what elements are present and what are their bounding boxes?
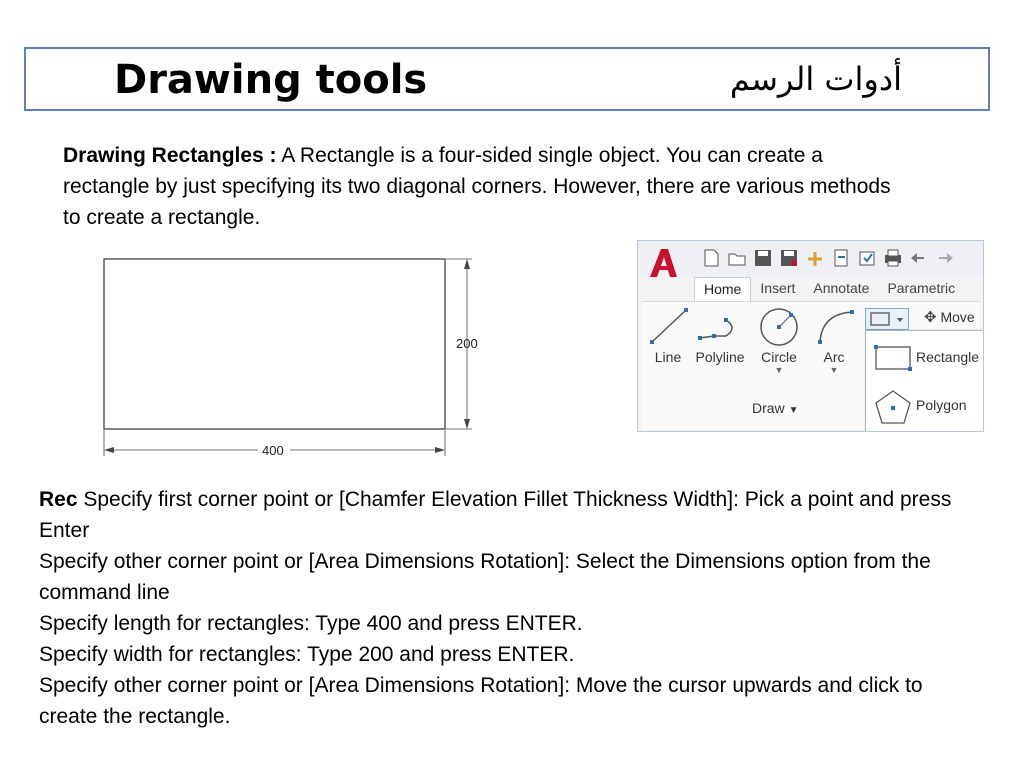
tab-parametric[interactable]: Parametric <box>887 280 956 296</box>
width-dimension-label: 400 <box>262 443 284 458</box>
step-1-text: Specify first corner point or [Chamfer Elevation Fillet Thickness Width]: Pick a point and press Enter <box>39 488 952 542</box>
tab-home[interactable]: Home <box>694 277 751 302</box>
polyline-tool-button[interactable] <box>692 306 748 365</box>
line-tool-label: Line <box>654 349 682 365</box>
page-title-arabic: أدوات الرسم <box>729 60 902 98</box>
move-tool-button[interactable] <box>924 308 975 326</box>
undo-icon[interactable] <box>908 247 930 269</box>
move-tool-label: Move <box>940 309 975 325</box>
arc-icon <box>812 306 856 346</box>
draw-panel-label: Draw <box>752 400 785 416</box>
rectangle-split-button[interactable] <box>865 308 909 330</box>
intro-text: A Rectangle is a four-sided single object. You can create a rectangle by just specifying its two diagonal corners. However, there are various methods to create a rectangle. <box>63 144 891 229</box>
circle-dropdown-icon[interactable]: ▼ <box>774 365 784 375</box>
title-banner <box>24 47 990 111</box>
line-icon <box>646 306 690 346</box>
autocad-ribbon <box>637 240 984 432</box>
save-icon[interactable] <box>752 247 774 269</box>
rectangle-small-icon <box>866 309 908 329</box>
rectangle-flyout-menu <box>865 330 984 432</box>
circle-icon <box>754 306 804 346</box>
line-tool-button[interactable] <box>646 306 690 365</box>
intro-term: Drawing Rectangles : <box>63 144 277 167</box>
export-icon[interactable] <box>856 247 878 269</box>
print-icon[interactable] <box>882 247 904 269</box>
step-1 <box>39 484 984 546</box>
draw-panel-expand-icon: ▼ <box>788 405 799 416</box>
command-name: Rec <box>39 488 78 511</box>
arc-tool-button[interactable] <box>812 306 856 375</box>
rectangle-icon <box>872 341 916 375</box>
step-3: Specify length for rectangles: Type 400 and press ENTER. <box>39 612 583 635</box>
polygon-label: Polygon <box>916 397 967 413</box>
move-icon: ✥ <box>924 309 937 326</box>
height-dimension-label: 200 <box>456 336 478 351</box>
new-file-icon[interactable] <box>700 247 722 269</box>
share-icon[interactable] <box>830 247 852 269</box>
flyout-item-polygon[interactable] <box>870 385 982 429</box>
tab-insert[interactable]: Insert <box>760 280 796 296</box>
intro-paragraph <box>63 140 913 233</box>
rectangle-dimension-drawing <box>100 252 490 462</box>
arc-dropdown-icon[interactable]: ▼ <box>829 365 839 375</box>
autocad-logo-icon <box>646 247 680 281</box>
polygon-icon <box>872 387 916 427</box>
open-folder-icon[interactable] <box>726 247 748 269</box>
quick-access-toolbar <box>638 241 983 277</box>
polyline-tool-label: Polyline <box>695 349 745 365</box>
tab-annotate[interactable]: Annotate <box>813 280 870 296</box>
redo-icon[interactable] <box>934 247 956 269</box>
command-steps <box>39 484 984 732</box>
rectangle-label: Rectangle <box>916 349 980 365</box>
step-4: Specify width for rectangles: Type 200 and press ENTER. <box>39 643 575 666</box>
polyline-icon <box>692 306 748 346</box>
ribbon-tabs <box>694 277 964 301</box>
circle-tool-label: Circle <box>761 349 797 365</box>
step-2: Specify other corner point or [Area Dimensions Rotation]: Select the Dimensions option from the command line <box>39 550 931 604</box>
drawn-rectangle <box>104 259 445 429</box>
draw-panel-title[interactable] <box>752 400 798 416</box>
circle-tool-button[interactable] <box>754 306 804 375</box>
flyout-item-rectangle[interactable] <box>870 337 982 381</box>
web-mobile-icon[interactable] <box>804 247 826 269</box>
step-5: Specify other corner point or [Area Dimensions Rotation]: Move the cursor upwards and click to create the rectangle. <box>39 674 923 728</box>
save-as-icon[interactable] <box>778 247 800 269</box>
page-title: Drawing tools <box>114 57 428 103</box>
arc-tool-label: Arc <box>823 349 845 365</box>
draw-panel <box>642 301 980 430</box>
